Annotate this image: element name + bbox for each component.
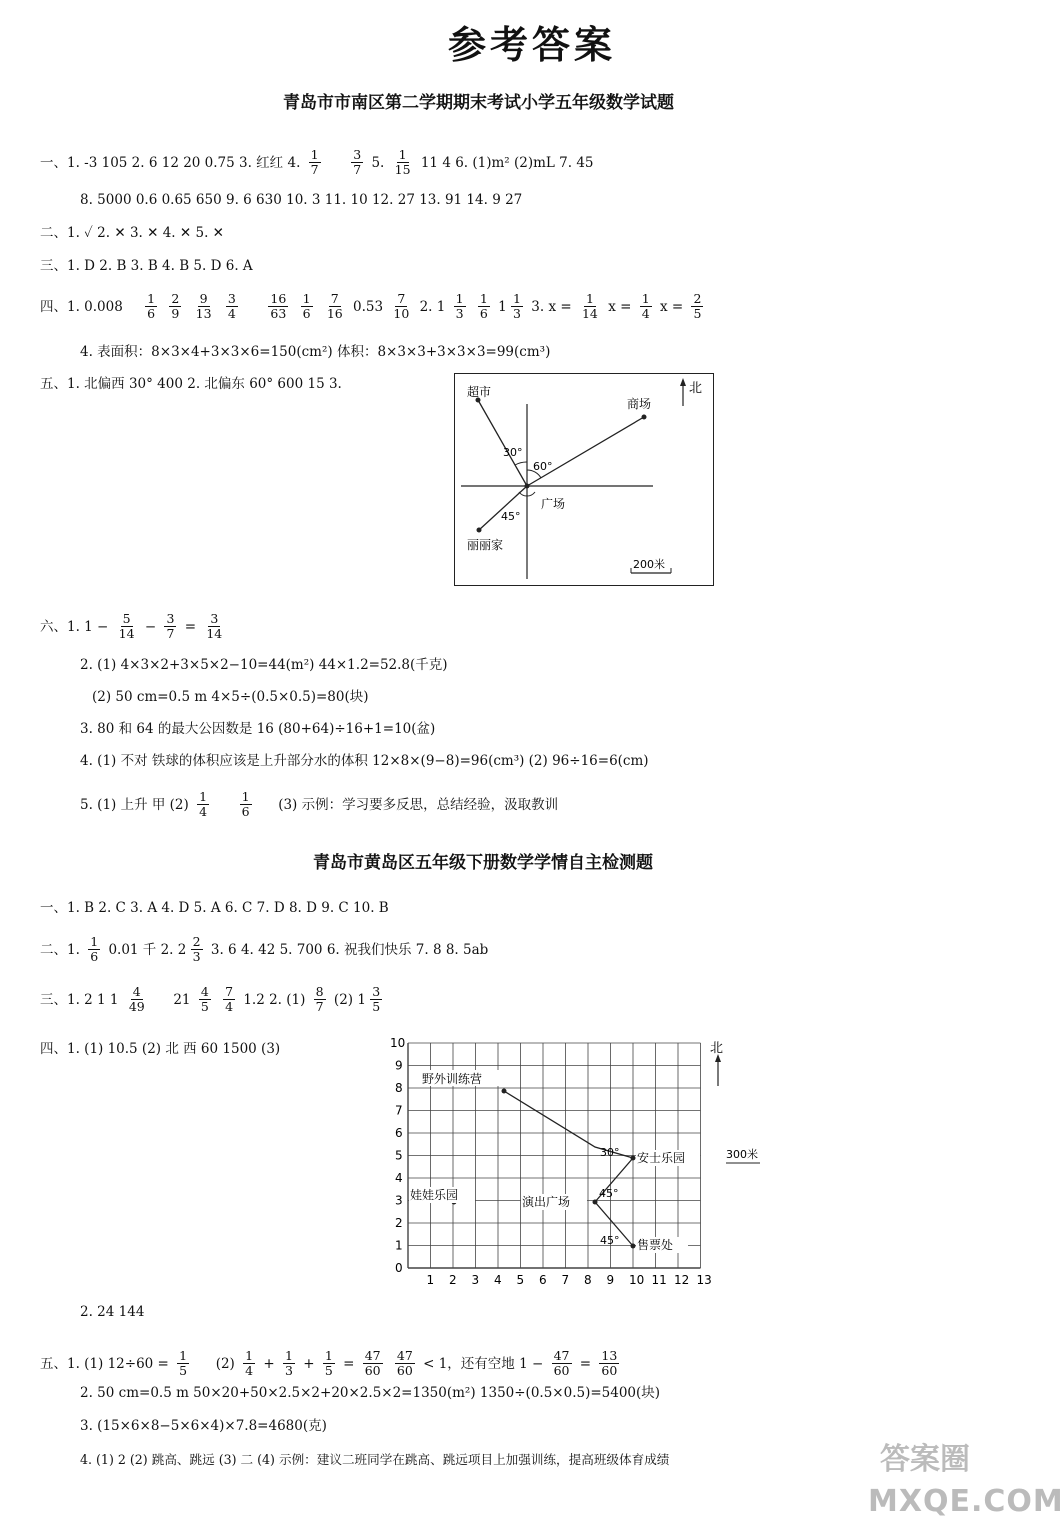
map-north-label: 北 xyxy=(689,381,703,396)
s1-line-13: 5. (1) 上升 甲 (2) $\frac{1}{4}$ $\frac{1}{6}$ (3) 示例：学习要多反思，总结经验，汲取教训 xyxy=(80,789,559,819)
grid-p1-label: 野外训练营 xyxy=(422,1072,483,1086)
grid-north-label: 北 xyxy=(710,1041,724,1056)
map-angle-30: 30° xyxy=(503,446,523,459)
map-supermarket-label: 超市 xyxy=(467,385,492,399)
s1-line-4: 三、1. D 2. B 3. B 4. B 5. D 6. A xyxy=(40,258,253,274)
page-title: 参考答案 xyxy=(448,23,617,67)
grid-scale-label: 300米 xyxy=(726,1148,758,1161)
grid-x-tick: 10 xyxy=(629,1273,645,1287)
s1-line-10: (2) 50 cm=0.5 m 4×5÷(0.5×0.5)=80(块) xyxy=(92,689,369,705)
direction-map xyxy=(454,373,714,586)
grid-x-tick: 5 xyxy=(516,1273,525,1287)
grid-y-tick: 7 xyxy=(395,1103,403,1118)
grid-x-tick: 8 xyxy=(584,1273,592,1287)
grid-x-tick: 2 xyxy=(449,1273,457,1287)
watermark-logo: 答案圈 xyxy=(880,1442,970,1477)
s2-line-5: 2. 24 144 xyxy=(80,1304,145,1320)
grid-x-tick: 13 xyxy=(696,1273,712,1287)
s1-line-12: 4. (1) 不对 铁球的体积应该是上升部分水的体积 12×8×(9−8)=96(cm³) (2) 96÷16=6(cm) xyxy=(80,753,649,769)
grid-y-tick: 8 xyxy=(395,1081,403,1095)
s2-line-3: 三、1. 2 1 1 $\frac{4}{49}$ 21 $\frac{4}{5}$ $\frac{7}{4}$ 1.2 2. (1) $\frac{8}{7}$ (2) 1 $\frac{3}{5}$ xyxy=(40,984,381,1014)
s2-line-7: 2. 50 cm=0.5 m 50×20+50×2.5×2+20×2.5×2=1350(m²) 1350÷(0.5×0.5)=5400(块) xyxy=(80,1385,661,1401)
grid-x-tick: 9 xyxy=(606,1273,615,1287)
grid-p2-label: 安士乐园 xyxy=(637,1151,686,1165)
s2-line-4: 四、1. (1) 10.5 (2) 北 西 60 1500 (3) xyxy=(40,1041,281,1057)
grid-y-tick: 2 xyxy=(395,1216,403,1230)
s1-line-8: 六、1. 1 − $\frac{5}{14}$ − $\frac{3}{7}$ = $\frac{3}{14}$ xyxy=(40,611,223,641)
s2-line-9: 4. (1) 2 (2) 跳高、跳远 (3) 二 (4) 示例：建议二班同学在跳高、跳远项目上加强训练，提高班级体育成绩 xyxy=(80,1452,670,1467)
grid-p4-label: 演出广场 xyxy=(522,1195,571,1209)
s1-line-11: 3. 80 和 64 的最大公因数是 16 (80+64)÷16+1=10(盆) xyxy=(80,721,436,737)
grid-x-tick: 3 xyxy=(471,1273,480,1287)
grid-y-tick: 0 xyxy=(395,1261,403,1275)
s1-line-7: 五、1. 北偏西 30° 400 2. 北偏东 60° 600 15 3. xyxy=(40,376,342,392)
grid-p3-label: 娃娃乐园 xyxy=(410,1188,459,1202)
grid-x-tick: 11 xyxy=(651,1273,667,1287)
map-square-label: 广场 xyxy=(541,497,566,511)
grid-x-tick: 1 xyxy=(426,1273,435,1287)
grid-y-tick: 1 xyxy=(395,1238,403,1253)
grid-angle-45b: 45° xyxy=(600,1234,620,1247)
grid-x-tick: 4 xyxy=(494,1273,502,1287)
grid-y-tick: 3 xyxy=(395,1193,403,1208)
s2-line-2: 二、1. $\frac{1}{6}$ 0.01 千 2. 2 $\frac{2}{3}$ 3. 6 4. 42 5. 700 6. 祝我们快乐 7. 8 8. 5ab xyxy=(40,934,489,964)
s1-line-3: 二、1. ✓ 2. ✕ 3. ✕ 4. ✕ 5. ✕ xyxy=(40,225,224,241)
map-mall-label: 商场 xyxy=(627,397,652,411)
s1-line-2: 8. 5000 0.6 0.65 650 9. 6 630 10. 3 11. 10 12. 27 13. 91 14. 9 27 xyxy=(80,192,523,208)
grid-map xyxy=(388,1034,768,1290)
grid-p5-label: 售票处 xyxy=(637,1238,674,1252)
s2-line-1: 一、1. B 2. C 3. A 4. D 5. A 6. C 7. D 8. D 9. C 10. B xyxy=(40,900,389,916)
s2-line-8: 3. (15×6×8−5×6×4)×7.8=4680(克) xyxy=(80,1418,327,1434)
grid-x-tick: 7 xyxy=(561,1273,570,1287)
map-home-label: 丽丽家 xyxy=(467,538,504,552)
s2-line-6: 五、1. (1) 12÷60 = $\frac{1}{5}$ (2) $\frac{1}{4}$ + $\frac{1}{3}$ + $\frac{1}{5}$ = $\frac{47}{60}$ $\frac{47}{60}$ < 1，还有空地 1 − $\frac{47}{60}$ = $\frac{13}{60}$ xyxy=(40,1348,618,1378)
grid-angle-30: 30° xyxy=(600,1146,620,1159)
map-angle-60: 60° xyxy=(533,460,553,473)
grid-y-tick: 5 xyxy=(395,1148,403,1163)
s1-line-5: 四、1. 0.008 $\frac{1}{6}$ $\frac{2}{9}$ $\frac{9}{13}$ $\frac{3}{4}$ $\frac{16}{63}$ $\frac{1}{6}$ $\frac{7}{16}$ 0.53 $\frac{7}{10}$ 2. 1 $\frac{1}{3}$ $\frac{1}{6}$ 1 $\frac{1}{3}$ 3. x = $\frac{1}{14}$ x = $\frac{1}{4}$ x = $\frac{2}{5}$ xyxy=(40,291,702,321)
grid-y-tick: 4 xyxy=(395,1171,403,1185)
section1-heading: 青岛市市南区第二学期期末考试小学五年级数学试题 xyxy=(283,93,674,113)
s1-line-9: 2. (1) 4×3×2+3×5×2−10=44(m²) 44×1.2=52.8(千克) xyxy=(80,657,448,673)
grid-y-tick: 9 xyxy=(395,1058,403,1073)
s1-line-6: 4. 表面积：8×3×4+3×3×6=150(cm²) 体积：8×3×3+3×3×3=99(cm³) xyxy=(80,344,551,360)
section2-heading: 青岛市黄岛区五年级下册数学学情自主检测题 xyxy=(313,853,653,873)
watermark-url: MXQE.COM xyxy=(868,1484,1064,1519)
grid-y-tick: 10 xyxy=(390,1036,406,1050)
s1-line-1: 一、1. -3 105 2. 6 12 20 0.75 3. 红红 4. $\frac{1}{7}$ $\frac{3}{7}$ 5. $\frac{1}{15}$ 11 4 6. (1)m² (2)mL 7. 45 xyxy=(40,147,594,177)
grid-y-tick: 6 xyxy=(395,1126,403,1140)
grid-angle-45a: 45° xyxy=(599,1187,619,1200)
grid-x-tick: 6 xyxy=(539,1273,547,1287)
map-scale-label: 200米 xyxy=(633,558,665,571)
map-angle-45: 45° xyxy=(501,510,521,523)
grid-x-tick: 12 xyxy=(674,1273,690,1287)
